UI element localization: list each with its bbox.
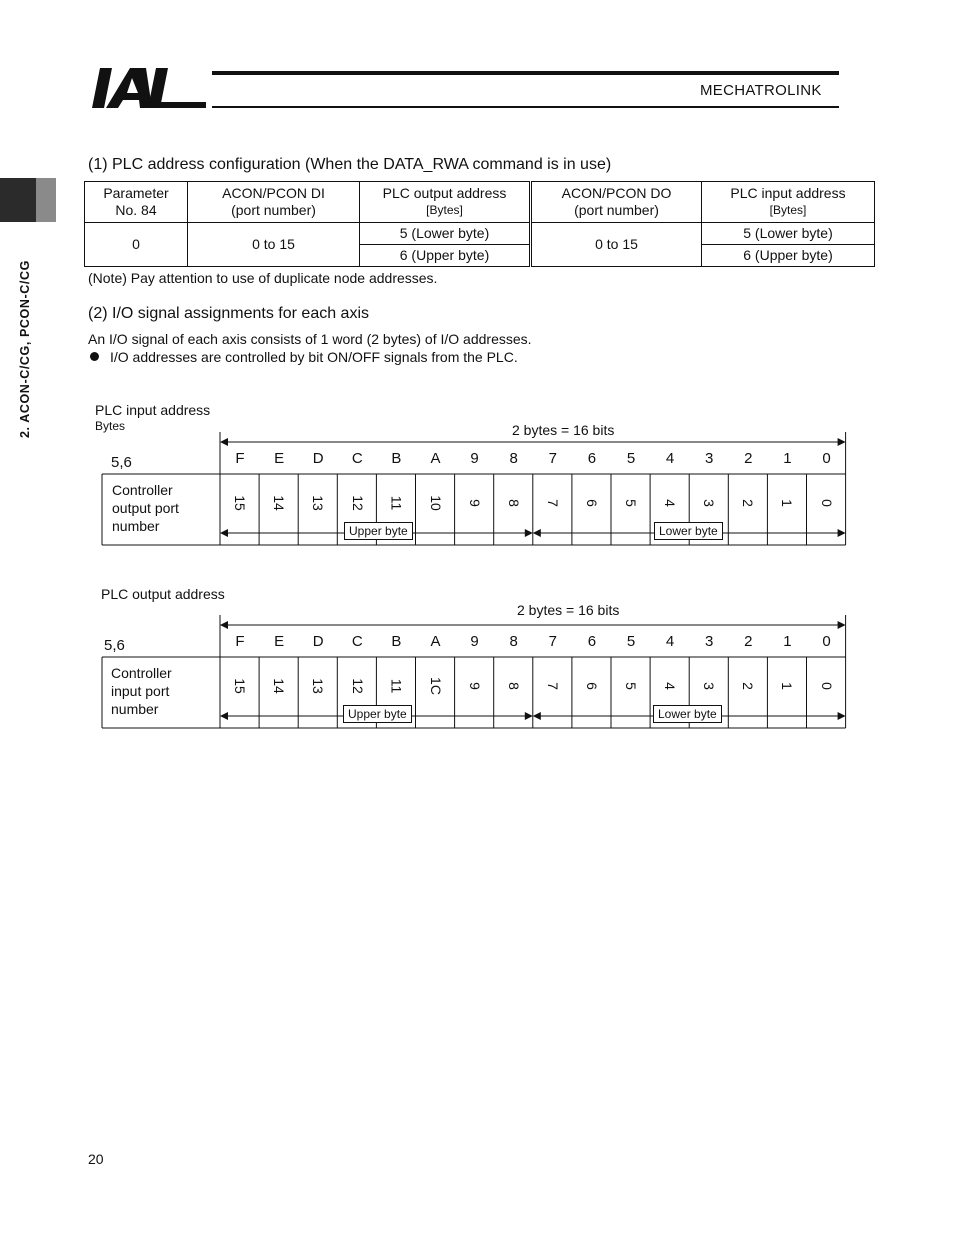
- bit-letter: B: [391, 633, 402, 650]
- byte-address: 5,6: [111, 454, 132, 471]
- cell-param-value: 0: [85, 223, 188, 267]
- section1-title: (1) PLC address configuration (When the DATA_RWA command is in use): [88, 156, 612, 173]
- bit-number-text: 14: [271, 678, 288, 694]
- cell-do-range: 0 to 15: [531, 223, 702, 267]
- bit-letter: 6: [587, 450, 597, 467]
- section2-title: (2) I/O signal assignments for each axis: [88, 305, 370, 322]
- diagram-title: PLC output address: [101, 586, 225, 602]
- span-arrow-head-right: [838, 621, 846, 629]
- cell-output-lower: 5 (Lower byte): [360, 223, 531, 245]
- bit-number: [651, 678, 690, 694]
- bit-letter: 3: [705, 633, 714, 650]
- bit-letter: E: [274, 450, 285, 467]
- bit-number: [572, 495, 611, 511]
- span-arrow-head-left: [220, 621, 228, 629]
- bit-number: [729, 495, 768, 511]
- bullet-icon: [90, 352, 99, 361]
- bit-number: [221, 495, 260, 511]
- bit-number-text: 4: [662, 499, 679, 507]
- bit-letter: 8: [509, 633, 518, 650]
- bit-letter: E: [274, 633, 285, 650]
- plc-input-bit-diagram: [0, 395, 954, 575]
- chapter-tab-marker: [0, 178, 36, 222]
- lower-byte-arrow-head-left: [533, 529, 541, 537]
- bit-number-text: 1: [779, 682, 796, 690]
- bit-number: [455, 495, 494, 511]
- bit-number-text: 7: [544, 682, 561, 690]
- span-label: 2 bytes = 16 bits: [517, 602, 620, 618]
- header-parameter: Parameter No. 84: [85, 182, 188, 223]
- diagram-title: PLC input address: [95, 402, 211, 418]
- bit-number: [377, 495, 416, 511]
- bit-number-text: 12: [349, 495, 366, 511]
- bit-number: [260, 678, 299, 694]
- section2-paragraph: An I/O signal of each axis consists of 1 word (2 bytes) of I/O addresses.: [88, 331, 532, 347]
- bit-number: [338, 495, 377, 511]
- bit-number-text: 13: [310, 495, 327, 511]
- row-label: Controller input port number: [111, 665, 172, 717]
- cell-output-upper: 6 (Upper byte): [360, 245, 531, 267]
- chapter-side-label: 2. ACON-C/CG, PCON-C/CG: [18, 260, 32, 438]
- bit-number-text: 1: [779, 499, 796, 507]
- bit-letter: 0: [822, 450, 831, 467]
- bit-number: [572, 678, 611, 694]
- bit-letter: 1: [783, 450, 792, 467]
- bit-number-text: 14: [271, 495, 288, 511]
- bit-letter: 9: [470, 450, 479, 467]
- bit-number-text: 8: [505, 499, 522, 507]
- upper-byte-arrow-head-left: [220, 529, 228, 537]
- lower-byte-arrow-head-right: [838, 712, 846, 720]
- bit-number-text: 15: [231, 678, 248, 694]
- bit-number: [612, 495, 651, 511]
- bit-number-text: 1C: [427, 677, 444, 695]
- page-number: 20: [88, 1151, 104, 1167]
- bit-number: [377, 678, 416, 694]
- bit-number-text: 2: [740, 499, 757, 507]
- bit-number-text: 11: [388, 678, 405, 694]
- bit-letter: 2: [744, 633, 753, 650]
- bit-number: [807, 495, 846, 511]
- bit-letter: 5: [626, 450, 636, 467]
- bit-number-text: 6: [583, 499, 600, 507]
- bit-number-text: 0: [818, 499, 835, 507]
- header-plc-output: PLC output address [Bytes]: [360, 182, 531, 223]
- bit-number-text: 2: [740, 682, 757, 690]
- bit-letter: C: [351, 450, 363, 467]
- cell-input-lower: 5 (Lower byte): [702, 223, 875, 245]
- header-di: ACON/PCON DI (port number): [188, 182, 360, 223]
- bit-letter: 2: [744, 450, 753, 467]
- bit-number: [299, 495, 338, 511]
- bit-letter: 3: [705, 450, 714, 467]
- bit-letter: 6: [587, 633, 597, 650]
- lower-byte-label: Lower byte: [653, 705, 722, 723]
- bit-number: [768, 495, 807, 511]
- bit-letter: 7: [548, 450, 557, 467]
- bit-letter: 5: [626, 633, 636, 650]
- bit-number-text: 8: [505, 682, 522, 690]
- table-header-row: [85, 182, 875, 223]
- bit-number: [651, 495, 690, 511]
- span-arrow-head-left: [220, 438, 228, 446]
- bit-letter: 8: [509, 450, 518, 467]
- bit-number: [729, 678, 768, 694]
- bit-letter: 4: [665, 450, 675, 467]
- bit-number-text: 4: [662, 682, 679, 690]
- bit-number: [533, 678, 572, 694]
- span-label: 2 bytes = 16 bits: [512, 422, 615, 438]
- bit-number: [299, 678, 338, 694]
- row-label: Controller output port number: [112, 482, 179, 534]
- upper-byte-label: Upper byte: [344, 522, 413, 540]
- bit-letter: 0: [822, 633, 831, 650]
- diagram-subtitle: Bytes: [95, 419, 126, 433]
- bit-number: [416, 678, 455, 694]
- byte-address: 5,6: [104, 637, 125, 654]
- bit-number-text: 6: [583, 682, 600, 690]
- span-arrow-head-right: [838, 438, 846, 446]
- bit-number-text: 9: [466, 682, 483, 690]
- bit-number-text: 9: [466, 499, 483, 507]
- bullet-text: I/O addresses are controlled by bit ON/OFF signals from the PLC.: [110, 349, 518, 365]
- bit-number: [807, 678, 846, 694]
- bit-letter: 7: [548, 633, 557, 650]
- bit-number: [494, 495, 533, 511]
- header-rule-thin: [212, 106, 839, 108]
- lower-byte-arrow-head-right: [838, 529, 846, 537]
- bit-number: [338, 678, 377, 694]
- bit-number: [455, 678, 494, 694]
- bit-number-text: 3: [701, 499, 718, 507]
- brand-label: MECHATROLINK: [700, 82, 822, 99]
- bit-number: [690, 495, 729, 511]
- chapter-tab-marker-shade: [36, 178, 56, 222]
- bit-number-text: 12: [349, 678, 366, 694]
- upper-byte-arrow-head-left: [220, 712, 228, 720]
- bit-letter: A: [430, 450, 441, 467]
- bit-number-text: 5: [622, 499, 639, 507]
- header-do: ACON/PCON DO (port number): [531, 182, 702, 223]
- bit-number: [494, 678, 533, 694]
- cell-di-range: 0 to 15: [188, 223, 360, 267]
- header-rule-thick: [212, 71, 839, 75]
- table-note: (Note) Pay attention to use of duplicate node addresses.: [88, 270, 438, 286]
- bit-letter: F: [235, 450, 245, 467]
- bit-number-text: 15: [231, 495, 248, 511]
- plc-output-bit-diagram: [0, 578, 954, 758]
- plc-address-table: [84, 181, 875, 267]
- diagram-lines: [0, 578, 954, 758]
- bit-number: [221, 678, 260, 694]
- bit-letter: 1: [783, 633, 792, 650]
- bit-number: [768, 678, 807, 694]
- upper-byte-arrow-head-right: [525, 712, 533, 720]
- upper-byte-arrow-head-right: [525, 529, 533, 537]
- bit-letter: 9: [470, 633, 479, 650]
- bit-number-text: 5: [622, 682, 639, 690]
- bit-number-text: 3: [701, 682, 718, 690]
- bit-number: [612, 678, 651, 694]
- lower-byte-arrow-head-left: [533, 712, 541, 720]
- bit-letter: D: [312, 633, 324, 650]
- bit-number-text: 10: [427, 495, 444, 511]
- diagram-lines: [0, 395, 954, 575]
- section2-bullet: [90, 349, 518, 365]
- bit-letter: B: [391, 450, 402, 467]
- bit-letter: F: [235, 633, 245, 650]
- bit-number-text: 13: [310, 678, 327, 694]
- bit-number-text: 11: [388, 495, 405, 511]
- bit-number-text: 7: [544, 499, 561, 507]
- bit-number-text: 0: [818, 682, 835, 690]
- table-row: [85, 223, 875, 245]
- iai-logo: [90, 68, 210, 112]
- bit-number: [416, 495, 455, 511]
- bit-letter: C: [351, 633, 363, 650]
- upper-byte-label: Upper byte: [343, 705, 412, 723]
- bit-letter: D: [312, 450, 324, 467]
- bit-number: [260, 495, 299, 511]
- lower-byte-label: Lower byte: [654, 522, 723, 540]
- bit-number: [690, 678, 729, 694]
- bit-number: [533, 495, 572, 511]
- cell-input-upper: 6 (Upper byte): [702, 245, 875, 267]
- bit-letter: A: [430, 633, 441, 650]
- bit-letter: 4: [665, 633, 675, 650]
- header-plc-input: PLC input address [Bytes]: [702, 182, 875, 223]
